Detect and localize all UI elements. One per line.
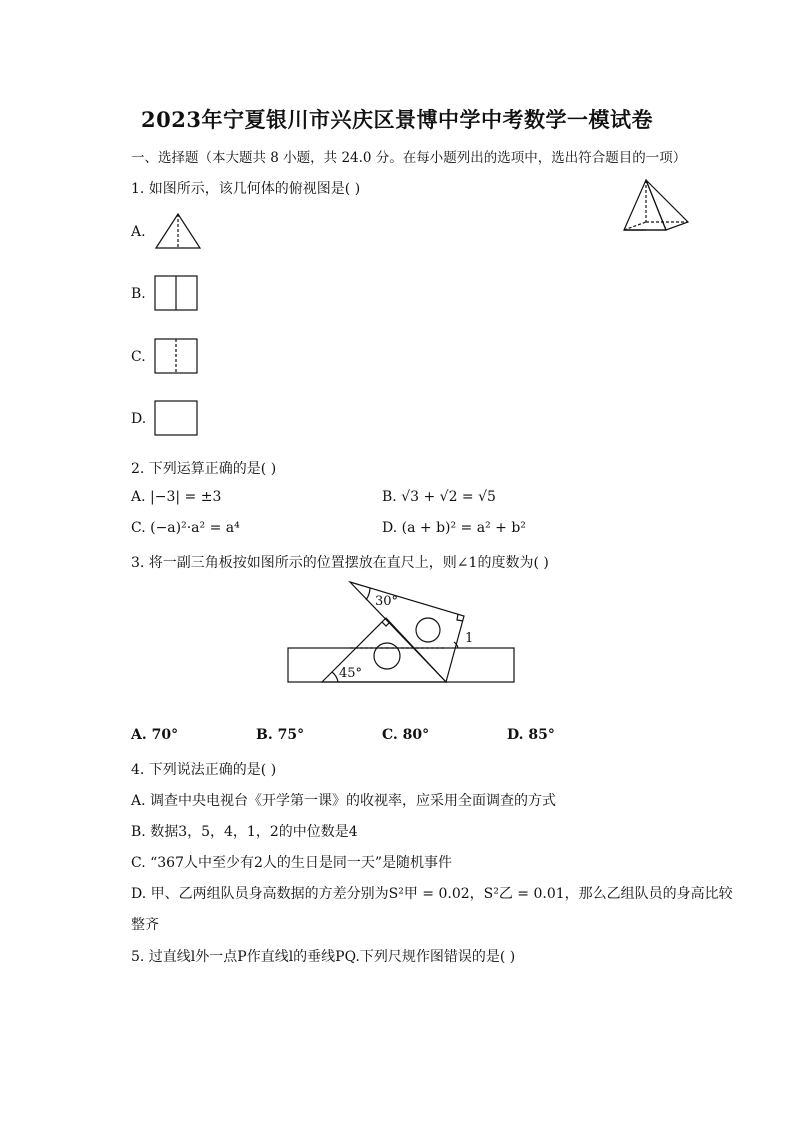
q1-option-d-label[interactable]: D.	[131, 411, 147, 427]
q2-option-c[interactable]: C. (−a)²·a² = a⁴	[131, 520, 240, 536]
question-5-stem: 5. 过直线l外一点P作直线l的垂线PQ.下列尺规作图错误的是( )	[131, 949, 516, 965]
q1-option-c-figure[interactable]	[154, 338, 200, 376]
q1-option-a-label[interactable]: A.	[131, 224, 146, 240]
question-2-stem: 2. 下列运算正确的是( )	[131, 461, 277, 477]
q1-option-d-figure[interactable]	[154, 400, 200, 438]
q4-option-d[interactable]: D. 甲、乙两组队员身高数据的方差分别为S²甲 = 0.02，S²乙 = 0.01，那么乙组队员的身高比较	[131, 886, 733, 902]
q1-option-b-figure[interactable]	[154, 275, 200, 313]
page-title: 2023年宁夏银川市兴庆区景博中学中考数学一模试卷	[141, 107, 653, 132]
section-heading: 一、选择题（本大题共 8 小题，共 24.0 分。在每小题列出的选项中，选出符合题目的一项）	[131, 150, 687, 166]
q3-option-c[interactable]: C. 80°	[382, 727, 430, 743]
q4-option-b[interactable]: B. 数据3，5，4，1，2的中位数是4	[131, 824, 358, 840]
q4-option-d-continued: 整齐	[131, 917, 159, 933]
q3-option-d[interactable]: D. 85°	[507, 727, 555, 743]
question-1-stem: 1. 如图所示，该几何体的俯视图是( )	[131, 181, 361, 197]
q3-set-squares-figure	[286, 578, 518, 688]
q4-option-a[interactable]: A. 调查中央电视台《开学第一课》的收视率，应采用全面调查的方式	[131, 793, 557, 809]
q1-solid-figure	[620, 178, 692, 242]
q1-option-a-figure[interactable]	[154, 212, 202, 250]
q3-label-30deg: 30°	[375, 594, 399, 609]
q3-option-b[interactable]: B. 75°	[256, 727, 305, 743]
q1-option-b-label[interactable]: B.	[131, 286, 146, 302]
q2-option-b[interactable]: B. √3 + √2 = √5	[382, 489, 496, 505]
q2-option-d[interactable]: D. (a + b)² = a² + b²	[382, 520, 526, 536]
q3-option-a[interactable]: A. 70°	[131, 727, 179, 743]
question-3-stem: 3. 将一副三角板按如图所示的位置摆放在直尺上，则∠1的度数为( )	[131, 555, 549, 571]
q3-label-45deg: 45°	[339, 666, 363, 681]
q2-option-a[interactable]: A. |−3| = ±3	[131, 489, 222, 505]
question-4-stem: 4. 下列说法正确的是( )	[131, 762, 277, 778]
q3-label-angle-1: 1	[465, 631, 474, 646]
q1-option-c-label[interactable]: C.	[131, 349, 146, 365]
q4-option-c[interactable]: C. “367人中至少有2人的生日是同一天”是随机事件	[131, 855, 453, 871]
